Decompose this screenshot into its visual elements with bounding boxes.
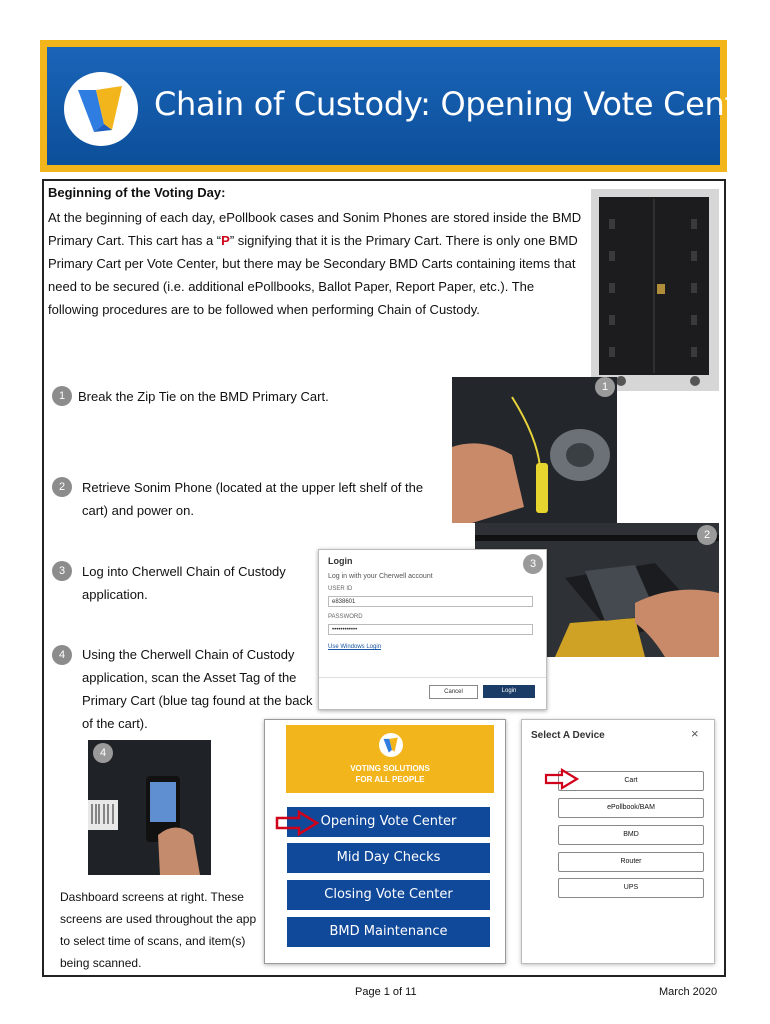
step-4-number: 4 xyxy=(52,645,72,665)
intro-text-after: ” signifying that it is the Primary Cart. There is only one BMD Primary Cart per Vote Center, but there may be Secondary BMD Carts containing items that need to be secured (i.e. additional ePollbooks, Ballot Paper, Report Paper, etc.). The following procedures are to be followed when performing Chain of Custody. xyxy=(48,233,578,317)
step-3-text: Log into Cherwell Chain of Custody application. xyxy=(82,564,286,602)
red-arrow-icon xyxy=(275,810,321,836)
device-bmd-button[interactable]: BMD xyxy=(558,825,704,845)
red-arrow-icon xyxy=(544,768,580,790)
logo-v-icon xyxy=(64,72,138,146)
cancel-button[interactable]: Cancel xyxy=(429,685,478,699)
dashboard-screenshot xyxy=(264,719,506,964)
cart-photo xyxy=(591,189,719,391)
page-number: Page 1 of 11 xyxy=(355,986,417,998)
scan-photo xyxy=(88,740,211,875)
intro-paragraph xyxy=(48,206,583,321)
dashboard-logo-icon xyxy=(379,733,403,757)
step-2-number: 2 xyxy=(52,477,72,497)
device-epollbook-button[interactable]: ePollbook/BAM xyxy=(558,798,704,818)
photo-badge-4: 4 xyxy=(93,743,113,763)
photo-badge-1: 1 xyxy=(595,377,615,397)
device-router-button[interactable]: Router xyxy=(558,852,704,872)
opening-vote-center-button[interactable]: Opening Vote Center xyxy=(287,807,490,837)
login-title: Login xyxy=(328,556,353,566)
intro-text-before: At the beginning of each day, ePollbook cases and Sonim Phones are stored inside the BMD Primary Cart. This cart has a “ xyxy=(48,210,582,248)
primary-cart-letter: P xyxy=(221,233,230,248)
close-icon[interactable]: × xyxy=(691,726,699,741)
zip-tie-illustration xyxy=(452,377,617,523)
device-ups-button[interactable]: UPS xyxy=(558,878,704,898)
device-select-title: Select A Device xyxy=(531,730,605,741)
dashboard-note: Dashboard screens at right. These screens are used throughout the app to select time of scans, and item(s) being scanned. xyxy=(60,890,257,970)
device-cart-button[interactable]: Cart xyxy=(558,771,704,791)
photo-badge-3: 3 xyxy=(523,554,543,574)
bmd-maintenance-button[interactable]: BMD Maintenance xyxy=(287,917,490,947)
step-3-number: 3 xyxy=(52,561,72,581)
step-1-number: 1 xyxy=(52,386,72,406)
login-screenshot xyxy=(318,549,547,710)
section-heading: Beginning of the Voting Day: xyxy=(48,185,226,200)
cart-illustration xyxy=(591,189,719,391)
dashboard-tagline-line-2: FOR ALL PEOPLE xyxy=(355,775,425,784)
device-select-screenshot xyxy=(521,719,715,964)
step-2-text: Retrieve Sonim Phone (located at the upper left shelf of the cart) and power on. xyxy=(82,480,424,518)
password-label: PASSWORD xyxy=(328,614,363,620)
dashboard-banner xyxy=(286,725,494,793)
user-id-label: USER ID xyxy=(328,586,353,592)
user-id-field[interactable]: e838601 xyxy=(328,596,533,607)
footer-date: March 2020 xyxy=(659,986,718,998)
logo xyxy=(64,72,138,146)
page-title: Chain of Custody: Opening Vote Center xyxy=(154,85,770,123)
windows-login-link[interactable]: Use Windows Login xyxy=(328,644,382,650)
step-4-text: Using the Cherwell Chain of Custody application, scan the Asset Tag of the Primary Cart (blue tag found at the back of the cart). xyxy=(82,647,313,731)
password-field[interactable]: •••••••••••• xyxy=(328,624,533,635)
login-divider xyxy=(319,677,546,678)
header-banner xyxy=(40,40,770,172)
zip-tie-photo xyxy=(452,377,617,523)
login-button[interactable]: Login xyxy=(483,685,535,698)
login-subtitle: Log in with your Cherwell account xyxy=(328,573,433,580)
header-banner-inner xyxy=(47,47,770,165)
closing-vote-center-button[interactable]: Closing Vote Center xyxy=(287,880,490,910)
mid-day-checks-button[interactable]: Mid Day Checks xyxy=(287,843,490,873)
step-1-text: Break the Zip Tie on the BMD Primary Cart. xyxy=(78,389,329,404)
photo-badge-2: 2 xyxy=(697,525,717,545)
dashboard-tagline xyxy=(286,763,494,785)
dashboard-tagline-line-1: VOTING SOLUTIONS xyxy=(350,764,430,773)
